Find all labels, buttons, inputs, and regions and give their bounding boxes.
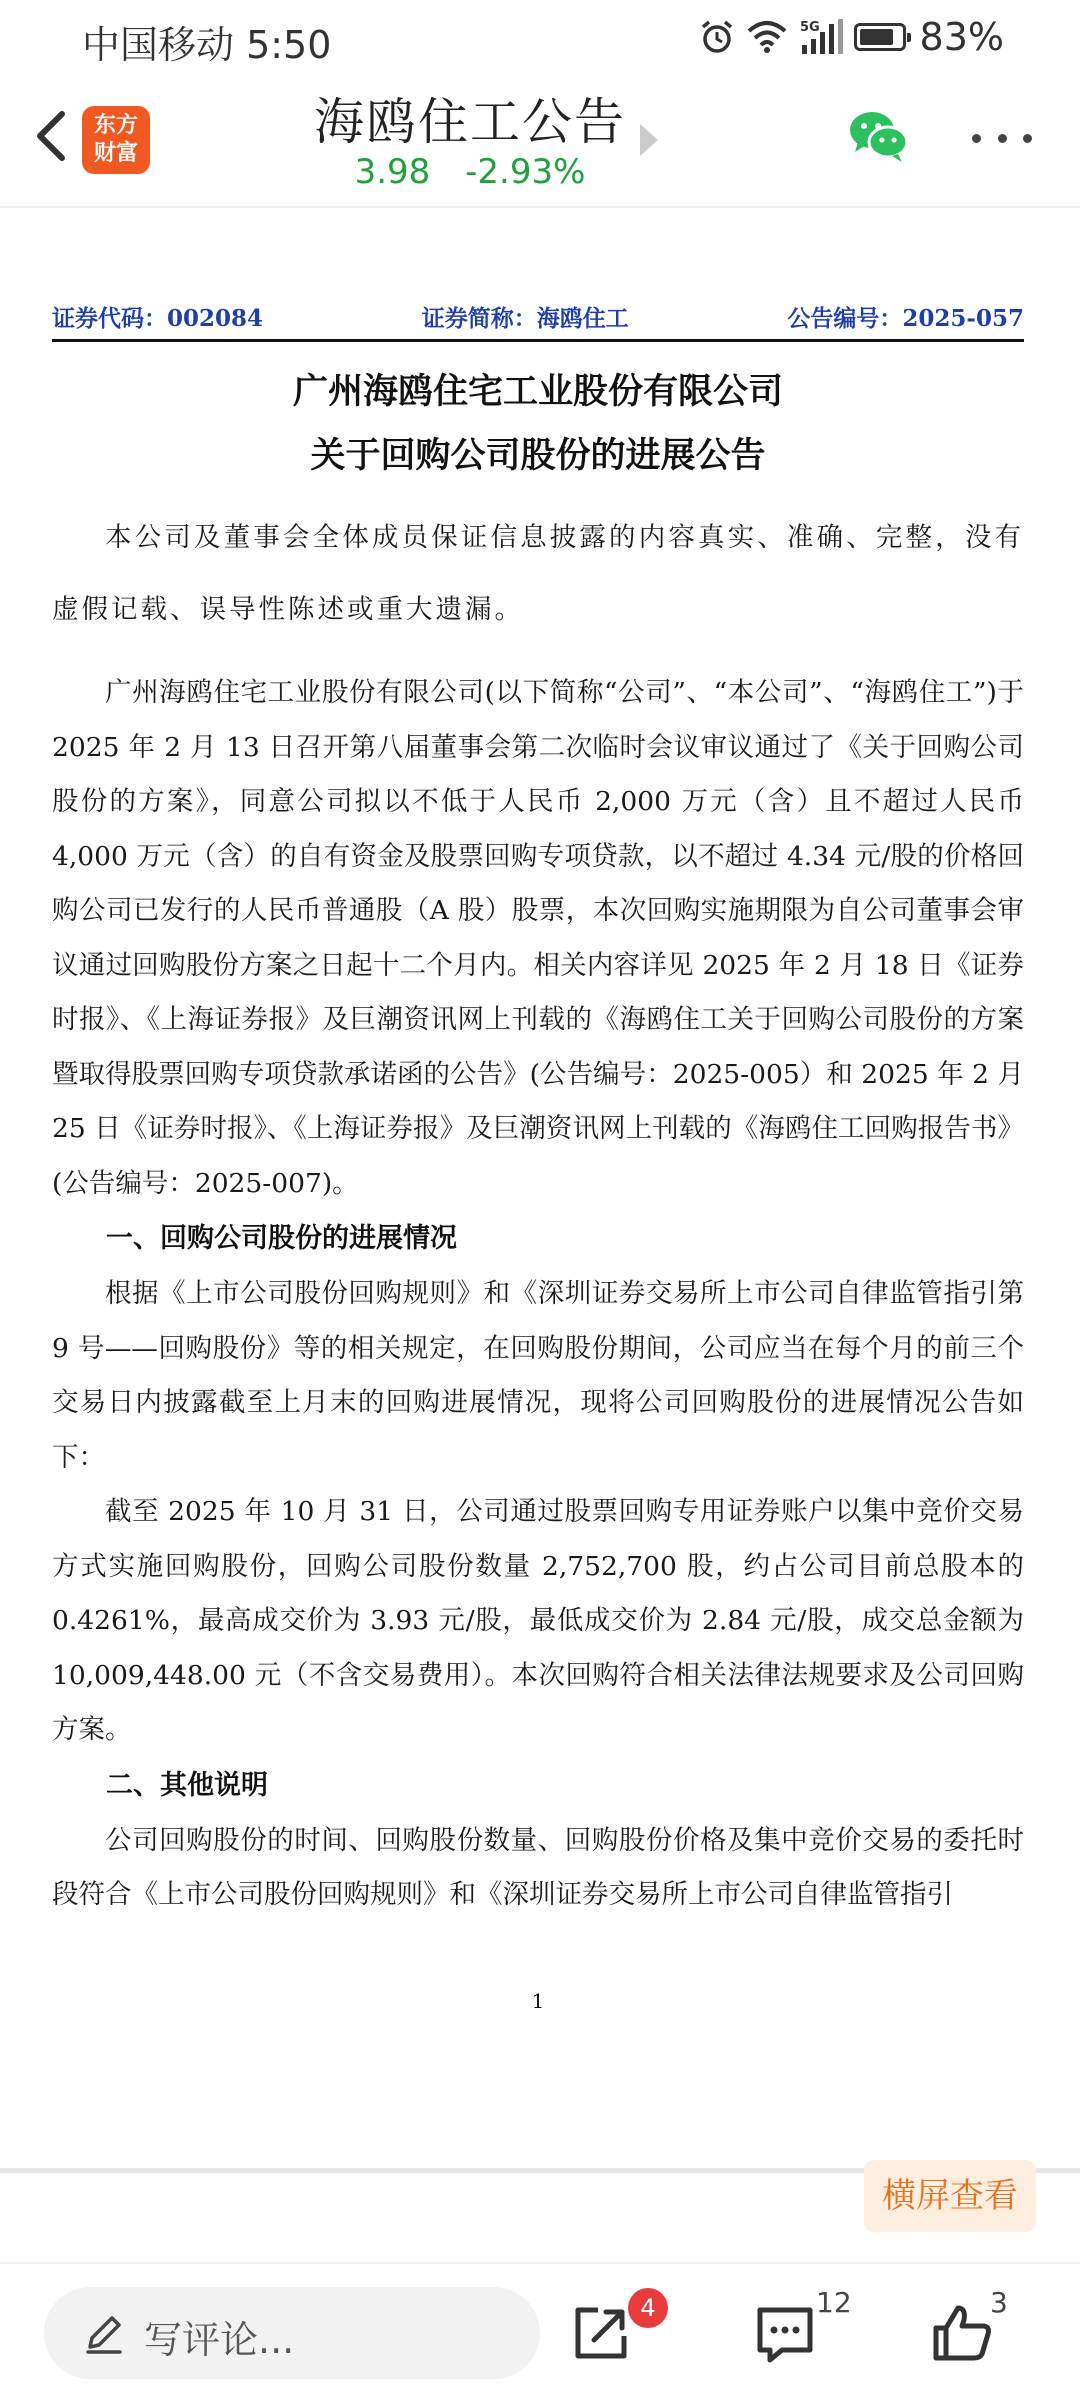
wechat-share-icon[interactable]: [846, 102, 912, 168]
stock-quote[interactable]: [300, 152, 640, 192]
wifi-icon: [746, 19, 788, 55]
paragraph-other: 公司回购股份的时间、回购股份数量、回购股份价格及集中竞价交易的委托时段符合《上市公司股份回购规则》和《深圳证券交易所上市公司自律监管指引: [52, 1824, 1024, 1910]
paragraph-progress: 截至 2025 年 10 月 31 日，公司通过股票回购专用证券账户以集中竞价交易方式实施回购股份，回购公司股份数量 2,752,700 股，约占公司目前总股本的 0.4261%，最高成交价为 3.93 元/股，最低成交价为 2.84 元/股，成交总金额为 10,009,448.00 元（不含交易费用）。本次回购符合相关法律法规要求及公司回购方案。: [52, 1496, 1024, 1745]
pencil-icon: [82, 2311, 126, 2355]
carrier-time: 中国移动 5:50: [82, 23, 332, 67]
thumbs-up-icon[interactable]: [930, 2300, 996, 2366]
more-dot: [972, 134, 981, 143]
page-number: 1: [531, 1988, 545, 2013]
page-title[interactable]: 海鸥住工公告: [314, 93, 626, 151]
section-heading-progress: 一、回购公司股份的进展情况: [106, 1223, 457, 1254]
doc-meta-row: [52, 300, 1024, 342]
doc-title-subject: 关于回购公司股份的进展公告: [310, 436, 766, 476]
comment-placeholder: 写评论...: [144, 2318, 295, 2362]
expand-arrow-icon[interactable]: [640, 124, 658, 156]
battery-icon: [854, 23, 906, 51]
alarm-icon: [698, 18, 736, 56]
logo-line2: 财富: [93, 141, 138, 166]
stock-change: -2.93%: [465, 152, 586, 192]
more-dot: [1023, 134, 1032, 143]
battery-level: [860, 29, 893, 45]
share-badge: 4: [628, 2288, 668, 2328]
section-heading-other: 二、其他说明: [106, 1769, 268, 1801]
status-bar: [0, 0, 1080, 72]
network-type: 5G: [799, 20, 820, 35]
app-header: [0, 72, 1080, 208]
back-icon[interactable]: [18, 100, 88, 170]
battery-percent: 83%: [919, 15, 1004, 59]
security-code: 证券代码：002084: [52, 305, 264, 332]
comment-icon[interactable]: [752, 2302, 818, 2368]
eastmoney-logo: [82, 106, 150, 174]
notice-number: 公告编号：2025-057: [787, 305, 1024, 332]
paragraph-background: 广州海鸥住宅工业股份有限公司(以下简称“公司”、“本公司”、“海鸥住工”)于 2025 年 2 月 13 日召开第八届董事会第二次临时会议审议通过了《关于回购公司股份的方案》，同意公司拟以不低于人民币 2,000 万元（含）且不超过人民币 4,000 万元（含）的自有资金及股票回购专项贷款，以不超过 4.34 元/股的价格回购公司已发行的人民币普通股（A 股）股票，本次回购实施期限为自公司董事会审议通过回购股份方案之日起十二个月内。相关内容详见 2025 年 2 月 18 日《证券时报》、《上海证券报》及巨潮资讯网上刊载的《海鸥住工关于回购公司股份的方案暨取得股票回购专项贷款承诺函的公告》(公告编号：2025-005）和 2025 年 2 月 25 日《证券时报》、《上海证券报》及巨潮资讯网上刊载的《海鸥住工回购报告书》(公告编号：2025-007)。: [52, 677, 1024, 1199]
comment-input[interactable]: [44, 2287, 540, 2379]
more-dot: [998, 134, 1007, 143]
bottom-action-bar: [0, 2262, 1080, 2400]
logo-line1: 东方: [93, 113, 138, 138]
announcement-document[interactable]: [52, 300, 1024, 2013]
board-statement: 本公司及董事会全体成员保证信息披露的内容真实、准确、完整，没有虚假记载、误导性陈述或重大遗漏。: [52, 522, 1024, 625]
stock-price: 3.98: [354, 152, 431, 192]
like-count: 3: [990, 2286, 1008, 2319]
paragraph-rules: 根据《上市公司股份回购规则》和《深圳证券交易所上市公司自律监管指引第 9 号——回购股份》等的相关规定，在回购股份期间，公司应当在每个月的前三个交易日内披露截至上月末的回购进展情况，现将公司回购股份的进展情况公告如下：: [52, 1278, 1024, 1473]
share-icon[interactable]: [568, 2300, 634, 2366]
signal-icon: [798, 18, 844, 56]
doc-title-company: 广州海鸥住宅工业股份有限公司: [292, 372, 783, 412]
comment-count: 12: [816, 2286, 852, 2319]
landscape-view-button[interactable]: 横屏查看: [864, 2160, 1036, 2232]
status-icons: [698, 14, 1004, 60]
security-short-name: 证券简称：海鸥住工: [421, 305, 629, 332]
more-options-icon[interactable]: [972, 128, 1032, 148]
